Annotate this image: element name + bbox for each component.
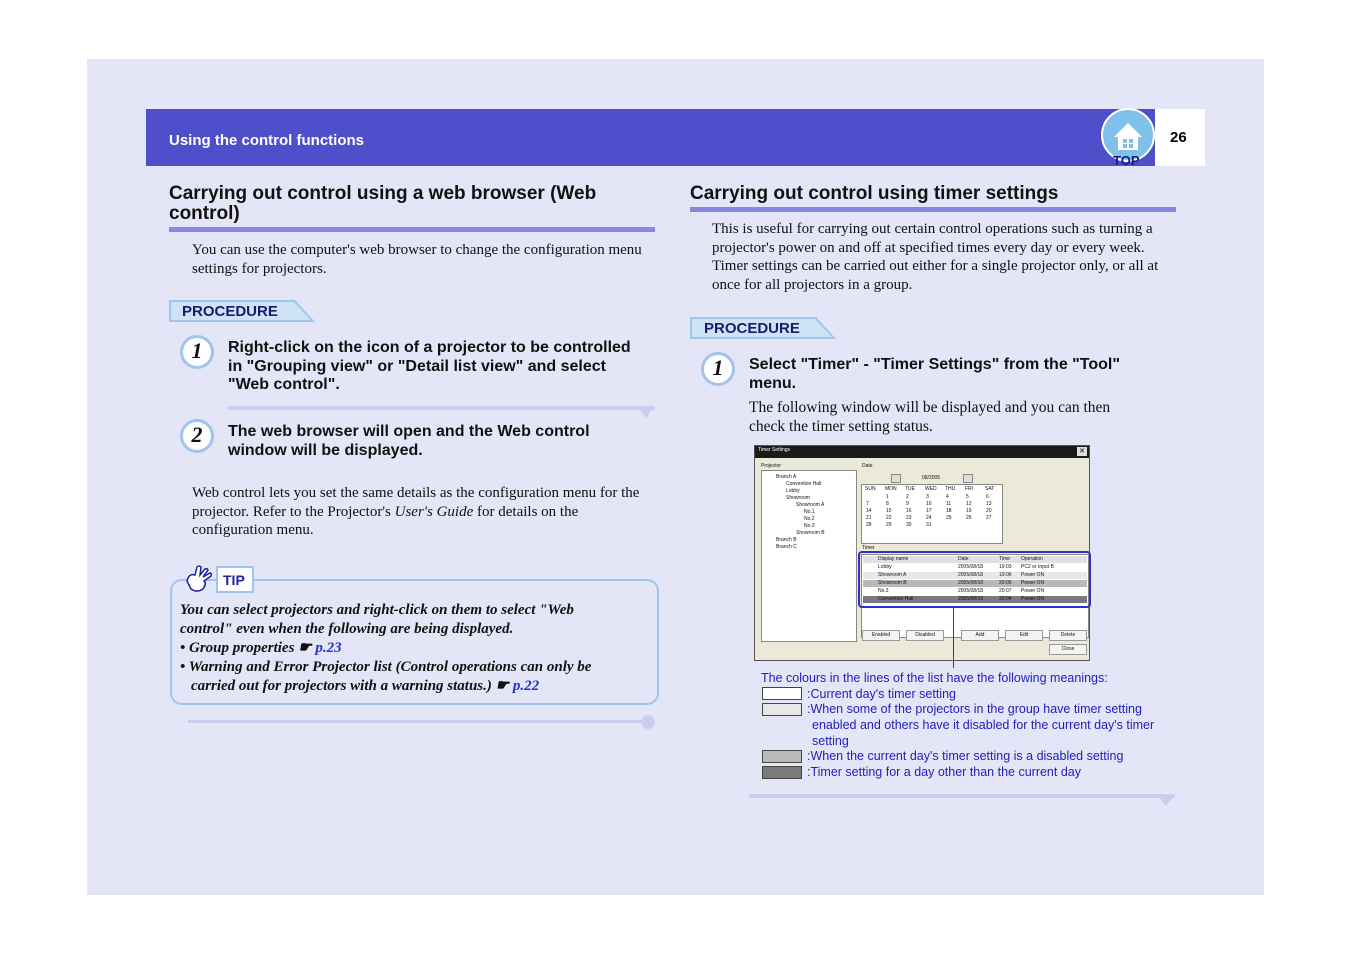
left-intro-line2: settings for projectors.	[192, 260, 327, 277]
legend-text: :Timer setting for a day other than the current day	[807, 765, 1081, 779]
tree-item[interactable]: No.2	[804, 516, 815, 522]
row-time: 20:04	[999, 596, 1012, 602]
legend-text: :When the current day's timer setting is a disabled setting	[807, 749, 1124, 763]
right-heading-rule	[690, 207, 1176, 212]
tree-item[interactable]: Lobby	[786, 488, 800, 494]
disabled-button[interactable]: Disabled	[906, 630, 944, 641]
delete-button[interactable]: Delete	[1049, 630, 1087, 641]
right-end-divider	[749, 794, 1175, 798]
pointer-hand-icon: ☛	[495, 678, 510, 694]
tree-item[interactable]: Branch B	[776, 537, 797, 543]
calendar-day[interactable]: 26	[966, 515, 972, 521]
right-step-paragraph	[749, 399, 1169, 436]
calendar-day[interactable]: 2	[906, 494, 909, 500]
calendar-day[interactable]: 16	[906, 508, 912, 514]
legend-text: setting	[812, 734, 849, 748]
timer-list-highlight	[858, 551, 1091, 608]
calendar-day[interactable]: 21	[866, 515, 872, 521]
row-date: 2005/08/18	[958, 580, 984, 586]
right-step-para-line2: check the timer setting status.	[749, 417, 933, 435]
calendar-day[interactable]: 30	[906, 522, 912, 528]
right-intro-line4: once for all projectors in a group.	[712, 276, 913, 293]
right-heading: Carrying out control using timer settings	[690, 183, 1059, 204]
left-intro-line1: You can use the computer's web browser to change the configuration menu	[192, 242, 642, 258]
calendar-day[interactable]: 24	[926, 515, 932, 521]
timer-label: Timer	[862, 545, 875, 551]
procedure-label-left: PROCEDURE	[182, 303, 278, 320]
page-number: 26	[1170, 129, 1187, 146]
weekday: THU	[945, 486, 956, 492]
projector-tree[interactable]	[761, 470, 857, 642]
calendar-day[interactable]: 5	[966, 494, 969, 500]
left-intro	[192, 241, 662, 278]
column-header: Time	[999, 556, 1010, 562]
left-step-2-line1: The web browser will open and the Web control	[228, 423, 590, 440]
right-intro	[712, 220, 1182, 294]
divider-arrow-right	[1157, 794, 1175, 806]
enabled-button[interactable]: Enabled	[862, 630, 900, 641]
row-operation: PC2 or Input B	[1021, 564, 1054, 570]
right-intro-line3: Timer settings can be carried out either for a single projector only, or all at	[712, 258, 1159, 274]
row-date: 2005/08/18	[958, 588, 984, 594]
row-operation: Power ON	[1021, 572, 1045, 578]
date-label: Date	[862, 463, 873, 469]
pointer-hand-icon: ☛	[298, 640, 312, 656]
end-circle-marker	[641, 715, 655, 729]
row-name: Showroom A	[878, 572, 907, 578]
tip-line1: You can select projectors and right-click on them to select "Web	[180, 602, 574, 618]
left-para-line2a: projector. Refer to the Projector's	[192, 503, 395, 520]
weekday: MON	[885, 486, 897, 492]
calendar-day[interactable]: 15	[886, 508, 892, 514]
legend-swatch	[762, 750, 802, 763]
calendar-day[interactable]: 13	[986, 501, 992, 507]
left-para-line1: Web control lets you set the same details as the configuration menu for the	[192, 485, 640, 501]
left-step-2-line2: window will be displayed.	[228, 441, 423, 459]
tree-item[interactable]: No.1	[804, 509, 815, 515]
legend-item-4	[807, 764, 1177, 780]
right-step-1-number: 1	[712, 355, 724, 380]
right-intro-line1: This is useful for carrying out certain control operations such as turning a	[712, 221, 1153, 237]
edit-button[interactable]: Edit	[1005, 630, 1043, 641]
section-title: Using the control functions	[169, 132, 364, 149]
tree-item[interactable]: Branch C	[776, 544, 797, 550]
left-step-1-line2: in "Grouping view" or "Detail list view" and select	[228, 357, 606, 375]
calendar[interactable]	[861, 484, 1003, 544]
calendar-day[interactable]: 11	[946, 501, 952, 507]
close-button[interactable]: Close	[1049, 644, 1087, 655]
tip-text	[180, 601, 650, 696]
row-date: 2005/08/19	[958, 596, 984, 602]
link-p22[interactable]: p.22	[512, 678, 540, 694]
calendar-day[interactable]: 3	[926, 494, 929, 500]
row-operation: Power ON	[1021, 580, 1045, 586]
row-name: No.3	[878, 588, 889, 594]
link-p23[interactable]: p.23	[315, 640, 342, 656]
close-icon[interactable]: ✕	[1077, 447, 1087, 456]
left-step-2-text	[228, 423, 658, 460]
left-heading-line2: control)	[169, 203, 240, 224]
legend-swatch	[762, 687, 802, 700]
row-operation: Power ON	[1021, 588, 1045, 594]
calendar-day[interactable]: 10	[926, 501, 932, 507]
prev-month-button[interactable]	[891, 474, 901, 483]
calendar-day[interactable]: 18	[946, 508, 952, 514]
calendar-day[interactable]: 4	[946, 494, 949, 500]
right-intro-line2: projector's power on and off at specified times every day or every week.	[712, 239, 1145, 256]
calendar-day[interactable]: 14	[866, 508, 872, 514]
users-guide-title: User's Guide	[394, 503, 474, 520]
calendar-day[interactable]: 22	[886, 515, 892, 521]
tip-bullet-1: • Group properties	[180, 640, 299, 656]
calendar-day[interactable]: 31	[926, 522, 932, 528]
calendar-day[interactable]: 7	[866, 501, 869, 507]
legend-text: enabled and others have it disabled for the current day's timer	[812, 718, 1155, 732]
calendar-day[interactable]: 12	[966, 501, 972, 507]
top-link-label[interactable]: TOP	[1113, 153, 1140, 168]
row-name: Convention Hall	[878, 596, 914, 602]
window-title: Timer Settings	[758, 447, 791, 453]
legend-swatch	[762, 766, 802, 779]
row-time: 20:07	[999, 588, 1012, 594]
tip-label-box	[216, 566, 254, 593]
callout-line	[953, 608, 954, 668]
calendar-day[interactable]: 9	[906, 501, 909, 507]
add-button[interactable]: Add	[961, 630, 999, 641]
step-1-number: 1	[191, 338, 203, 363]
pointing-hand-icon	[183, 563, 215, 595]
right-step-1-line2: menu.	[749, 374, 797, 392]
divider-arrow-left	[637, 406, 655, 418]
weekday: TUE	[905, 486, 915, 492]
tip-bullet-2-line2: carried out for projectors with a warning status.)	[191, 678, 496, 694]
right-step-1-text	[749, 356, 1169, 393]
legend-item-2	[807, 701, 1177, 749]
column-header: Display name	[878, 556, 909, 562]
column-header: Date	[958, 556, 969, 562]
tree-item[interactable]: Showroom	[786, 495, 810, 501]
row-time: 20:05	[999, 580, 1012, 586]
legend-item-1	[807, 686, 1177, 702]
step-divider-left	[228, 406, 655, 410]
left-step-1-line3: "Web control".	[228, 376, 340, 393]
window-titlebar	[755, 446, 1089, 458]
calendar-day[interactable]: 19	[966, 508, 972, 514]
row-name: Lobby	[878, 564, 892, 570]
calendar-day[interactable]: 20	[986, 508, 992, 514]
tip-line2: control" even when the following are being displayed.	[180, 621, 514, 637]
weekday: FRI	[965, 486, 974, 492]
tree-item[interactable]: No.3	[804, 523, 815, 529]
legend-swatch	[762, 703, 802, 716]
calendar-day[interactable]: 8	[886, 501, 889, 507]
calendar-day[interactable]: 29	[886, 522, 892, 528]
left-end-divider	[188, 720, 648, 723]
legend-intro: The colours in the lines of the list have the following meanings:	[761, 671, 1108, 685]
legend-text: :Current day's timer setting	[807, 687, 956, 701]
tip-label: TIP	[223, 572, 245, 588]
left-heading-rule	[169, 227, 655, 232]
row-name: Showroom B	[878, 580, 907, 586]
calendar-day[interactable]: 6	[986, 494, 989, 500]
left-step-1-text	[228, 339, 658, 395]
tip-bullet-2-line1: • Warning and Error Projector list (Control operations can only be	[180, 659, 592, 675]
weekday: SUN	[865, 486, 876, 492]
calendar-day[interactable]: 23	[906, 515, 912, 521]
row-time: 19:03	[999, 564, 1012, 570]
calendar-day[interactable]: 1	[886, 494, 889, 500]
calendar-day[interactable]: 25	[946, 515, 952, 521]
row-time: 19:06	[999, 572, 1012, 578]
left-paragraph	[192, 484, 662, 540]
left-para-line2b: for details on the	[473, 503, 579, 520]
weekday: WED	[925, 486, 937, 492]
left-para-line3: configuration menu.	[192, 522, 314, 538]
row-operation: Power ON	[1021, 596, 1045, 602]
weekday: SAT	[985, 486, 995, 492]
row-date: 2005/08/18	[958, 564, 984, 570]
right-step-1-line1: Select "Timer" - "Timer Settings" from the "Tool"	[749, 356, 1120, 373]
next-month-button[interactable]	[963, 474, 973, 483]
left-step-1-line1: Right-click on the icon of a projector to be controlled	[228, 339, 631, 356]
step-2-number: 2	[191, 422, 203, 447]
tree-item[interactable]: Branch A	[776, 474, 797, 480]
column-header: Operation	[1021, 556, 1043, 562]
legend-text: :When some of the projectors in the group have timer setting	[807, 702, 1142, 716]
right-step-para-line1: The following window will be displayed and you can then	[749, 399, 1111, 416]
tree-item[interactable]: Showroom A	[796, 502, 825, 508]
legend-item-3	[807, 748, 1177, 764]
procedure-label-right: PROCEDURE	[704, 320, 800, 337]
row-date: 2005/08/18	[958, 572, 984, 578]
tree-item[interactable]: Convention Hall	[786, 481, 822, 487]
left-heading-line1: Carrying out control using a web browser (Web	[169, 183, 597, 204]
tree-item[interactable]: Showroom B	[796, 530, 825, 536]
projector-label: Projector	[761, 463, 782, 469]
calendar-day[interactable]: 17	[926, 508, 932, 514]
calendar-day[interactable]: 28	[866, 522, 872, 528]
left-heading	[169, 184, 596, 224]
calendar-day[interactable]: 27	[986, 515, 992, 521]
month-label: 08/2005	[922, 475, 941, 481]
